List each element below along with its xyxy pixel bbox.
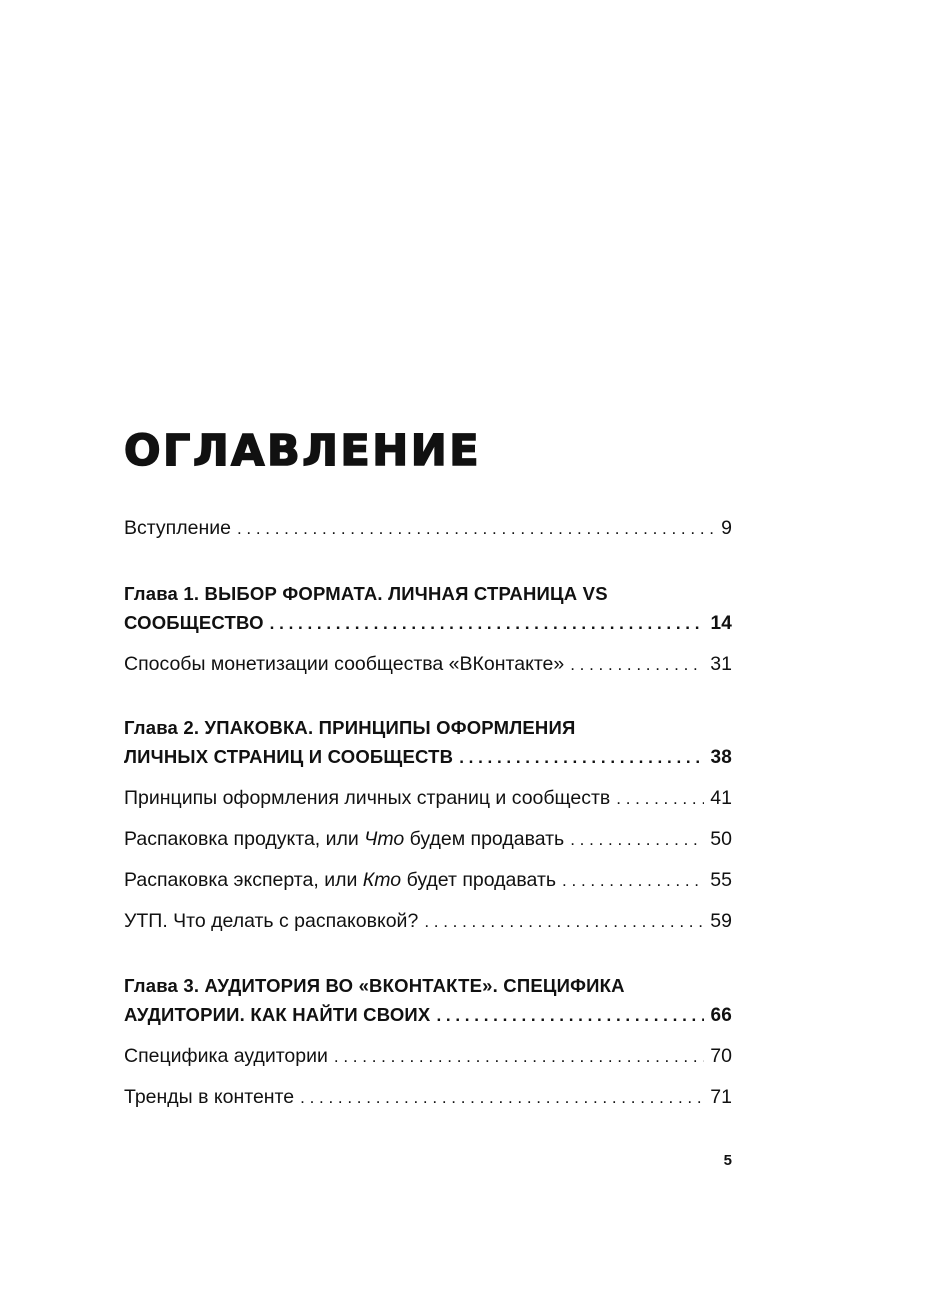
toc-entry-page: 41 [710, 787, 732, 809]
toc-entry-page: 70 [710, 1045, 732, 1067]
toc-chapter-2-title-line-1[interactable] [124, 714, 732, 742]
toc-entry-expert-unpacking[interactable] [124, 866, 732, 895]
toc-entry-label: Тренды в контенте [124, 1086, 295, 1108]
toc-chapter-1-title-line-1[interactable] [124, 580, 732, 608]
dot-leader [459, 744, 704, 772]
dot-leader [424, 908, 704, 936]
toc-chapter-label: Глава 2. УПАКОВКА. ПРИНЦИПЫ ОФОРМЛЕНИЯ [124, 717, 576, 738]
dot-leader [436, 1002, 704, 1030]
toc-entry-label: Вступление [124, 517, 231, 539]
toc-entry-page: 31 [710, 653, 732, 675]
toc-entry-label: УТП. Что делать с распаковкой? [124, 910, 419, 932]
toc-entry-page: 55 [710, 869, 732, 891]
dot-leader [270, 610, 705, 638]
toc-chapter-1-title-line-2[interactable] [124, 609, 732, 638]
page-number: 5 [723, 1152, 732, 1169]
toc-chapter-page: 38 [710, 747, 732, 768]
toc-entry-page: 50 [710, 828, 732, 850]
italic-word: Что [364, 828, 405, 850]
toc-entry-introduction[interactable] [124, 514, 732, 543]
toc-entry-monetization[interactable] [124, 650, 732, 679]
toc-entry-content-trends[interactable] [124, 1083, 732, 1112]
toc-entry-page: 59 [710, 910, 732, 932]
italic-word: Кто [362, 869, 402, 891]
dot-leader [334, 1043, 704, 1071]
toc-chapter-page: 14 [710, 613, 732, 634]
toc-entry-label: Принципы оформления личных страниц и сообществ [124, 787, 611, 809]
page-title: ОГЛАВЛЕНИЕ [124, 426, 482, 476]
dot-leader [616, 785, 704, 813]
toc-entry-label: Способы монетизации сообщества «ВКонтакте» [124, 653, 565, 675]
dot-leader [300, 1084, 704, 1112]
toc-entry-page: 71 [710, 1086, 732, 1108]
toc-entry-product-unpacking[interactable] [124, 825, 732, 854]
toc-chapter-label: Глава 3. АУДИТОРИЯ ВО «ВКОНТАКТЕ». СПЕЦИФИКА [124, 975, 625, 996]
toc-chapter-label: АУДИТОРИИ. КАК НАЙТИ СВОИХ [124, 1004, 431, 1025]
toc-chapter-3-title-line-2[interactable] [124, 1001, 732, 1030]
dot-leader [570, 826, 704, 854]
toc-entry-design-principles[interactable] [124, 784, 732, 813]
toc-entry-label: Распаковка продукта, или Что будем продавать [124, 828, 565, 850]
dot-leader [237, 515, 715, 543]
toc-entry-label: Специфика аудитории [124, 1045, 328, 1067]
toc-entry-label: Распаковка эксперта, или Кто будет продавать [124, 869, 557, 891]
dot-leader [562, 867, 704, 895]
toc-entry-usp[interactable] [124, 907, 732, 936]
toc-chapter-2-title-line-2[interactable] [124, 743, 732, 772]
dot-leader [570, 651, 704, 679]
toc-entry-audience-specifics[interactable] [124, 1042, 732, 1071]
toc-chapter-label: Глава 1. ВЫБОР ФОРМАТА. ЛИЧНАЯ СТРАНИЦА VS [124, 583, 608, 604]
toc-chapter-3-title-line-1[interactable] [124, 972, 732, 1000]
toc-chapter-page: 66 [710, 1005, 732, 1026]
toc-entry-page: 9 [721, 517, 732, 539]
toc-chapter-label: СООБЩЕСТВО [124, 612, 264, 633]
toc-chapter-label: ЛИЧНЫХ СТРАНИЦ И СООБЩЕСТВ [124, 746, 454, 767]
